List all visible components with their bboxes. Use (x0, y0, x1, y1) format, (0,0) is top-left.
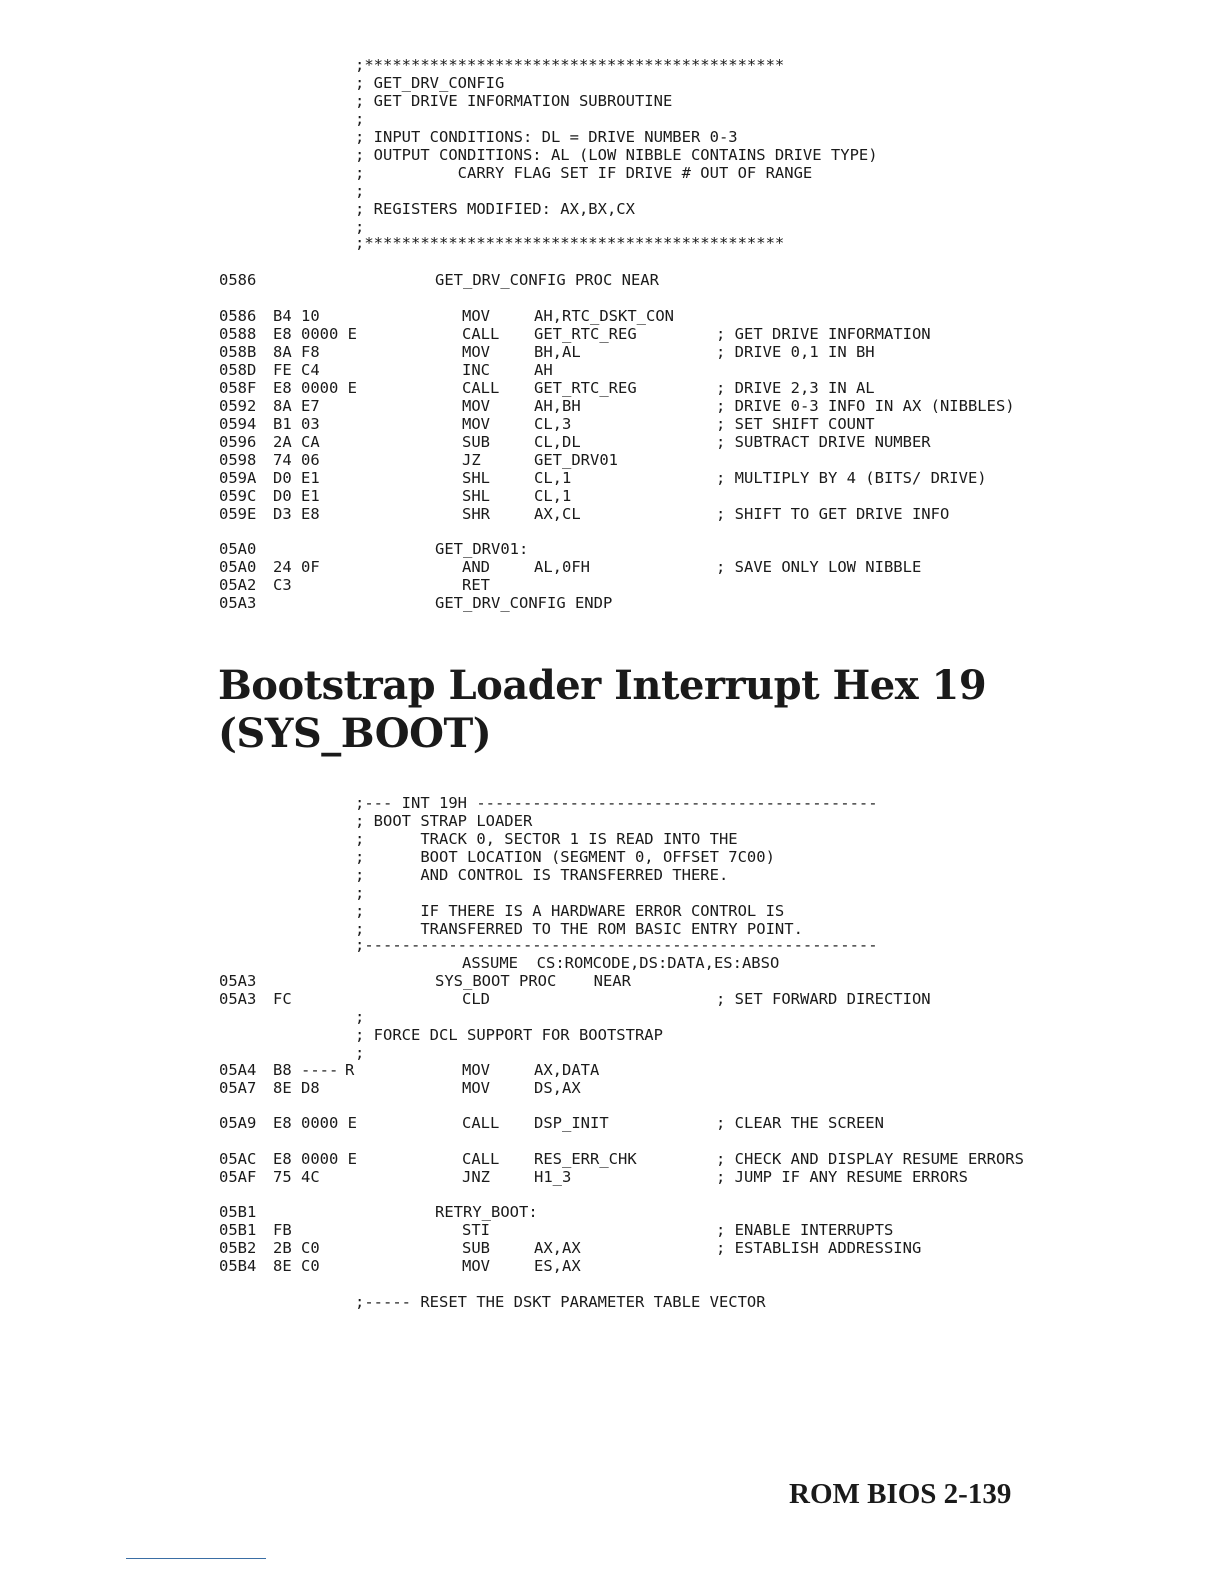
code-field: SHL (462, 469, 490, 487)
code-field: ; SAVE ONLY LOW NIBBLE (716, 558, 922, 576)
code-field: CL,3 (534, 415, 572, 433)
code-field: CLD (462, 990, 490, 1008)
code-field: ; BOOT LOCATION (SEGMENT 0, OFFSET 7C00) (355, 848, 775, 866)
code-field: MOV (462, 397, 490, 415)
code-field: E8 0000 E (273, 1150, 357, 1168)
code-field: ; GET_DRV_CONFIG (355, 74, 505, 92)
code-field: MOV (462, 1061, 490, 1079)
code-field: ; AND CONTROL IS TRANSFERRED THERE. (355, 866, 729, 884)
code-field: RET (462, 576, 490, 594)
code-field: 0598 (219, 451, 257, 469)
code-field: 059C (219, 487, 257, 505)
code-field: JZ (462, 451, 481, 469)
code-field: 05A3 (219, 594, 257, 612)
footer-rule (126, 1558, 266, 1559)
code-field: ; BOOT STRAP LOADER (355, 812, 533, 830)
code-field: DSP_INIT (534, 1114, 609, 1132)
code-field: 2A CA (273, 433, 320, 451)
code-field: R (345, 1061, 355, 1079)
code-field: MOV (462, 307, 490, 325)
code-field: MOV (462, 343, 490, 361)
code-field: ; (355, 218, 365, 236)
code-field: 05A3 (219, 972, 257, 990)
code-field: AH (534, 361, 553, 379)
code-line (0, 594, 613, 666)
code-field: ; JUMP IF ANY RESUME ERRORS (716, 1168, 968, 1186)
code-field: 0594 (219, 415, 257, 433)
code-field: FC (273, 990, 292, 1008)
code-field: RES_ERR_CHK (534, 1150, 637, 1168)
code-field: SUB (462, 433, 490, 451)
code-field: ;------------------------------------------------------- (355, 936, 878, 954)
code-field: ; (355, 1008, 365, 1026)
code-field: 0586 (219, 271, 257, 289)
code-field: RETRY_BOOT: (435, 1203, 538, 1221)
code-field: AH,RTC_DSKT_CON (534, 307, 674, 325)
code-field: 058B (219, 343, 257, 361)
code-field: DS,AX (534, 1079, 581, 1097)
code-field: ; DRIVE 0,1 IN BH (716, 343, 875, 361)
code-field: STI (462, 1221, 490, 1239)
code-field: ; (355, 182, 365, 200)
code-field: 0592 (219, 397, 257, 415)
code-field: ; GET DRIVE INFORMATION (716, 325, 931, 343)
code-field: JNZ (462, 1168, 490, 1186)
code-field: ; INPUT CONDITIONS: DL = DRIVE NUMBER 0-3 (355, 128, 738, 146)
code-field: 05A4 (219, 1061, 257, 1079)
code-field: MOV (462, 1257, 490, 1275)
code-field: AH,BH (534, 397, 581, 415)
code-field: GET_RTC_REG (534, 325, 637, 343)
code-field: CL,1 (534, 469, 572, 487)
code-field: GET_RTC_REG (534, 379, 637, 397)
code-field: E8 0000 E (273, 1114, 357, 1132)
code-field: ; ESTABLISH ADDRESSING (716, 1239, 922, 1257)
code-field: 8E D8 (273, 1079, 320, 1097)
code-field: 058F (219, 379, 257, 397)
code-field: 24 0F (273, 558, 320, 576)
code-field: CL,1 (534, 487, 572, 505)
code-field: ES,AX (534, 1257, 581, 1275)
code-field: ; DRIVE 2,3 IN AL (716, 379, 875, 397)
code-field: INC (462, 361, 490, 379)
code-field: 05AC (219, 1150, 257, 1168)
code-field: AX,DATA (534, 1061, 600, 1079)
code-field: 05A2 (219, 576, 257, 594)
code-field: 05B2 (219, 1239, 257, 1257)
code-field: ; CHECK AND DISPLAY RESUME ERRORS (716, 1150, 1024, 1168)
code-field: AX,AX (534, 1239, 581, 1257)
code-field: 05A0 (219, 540, 257, 558)
code-field: CALL (462, 379, 500, 397)
code-field: AL,0FH (534, 558, 590, 576)
code-field: E8 0000 E (273, 379, 357, 397)
code-field: GET_DRV_CONFIG PROC NEAR (435, 271, 659, 289)
code-field: CL,DL (534, 433, 581, 451)
code-field: D3 E8 (273, 505, 320, 523)
code-field: ; IF THERE IS A HARDWARE ERROR CONTROL IS (355, 902, 785, 920)
code-field: 059E (219, 505, 257, 523)
section-heading (218, 662, 986, 758)
code-field: 75 4C (273, 1168, 320, 1186)
code-field: ; SHIFT TO GET DRIVE INFO (716, 505, 950, 523)
code-field: 8A F8 (273, 343, 320, 361)
code-field: E8 0000 E (273, 325, 357, 343)
code-field: 0588 (219, 325, 257, 343)
code-field: GET_DRV_CONFIG ENDP (435, 594, 613, 612)
code-field: ; OUTPUT CONDITIONS: AL (LOW NIBBLE CONTAINS DRIVE TYPE) (355, 146, 878, 164)
code-field: ASSUME CS:ROMCODE,DS:DATA,ES:ABSO (462, 954, 780, 972)
code-field: ; GET DRIVE INFORMATION SUBROUTINE (355, 92, 673, 110)
code-field: CALL (462, 1114, 500, 1132)
code-field: ; DRIVE 0-3 INFO IN AX (NIBBLES) (716, 397, 1015, 415)
code-field: ; REGISTERS MODIFIED: AX,BX,CX (355, 200, 635, 218)
code-field: ;********************************************* (355, 234, 785, 252)
code-field: 8E C0 (273, 1257, 320, 1275)
code-field: 058D (219, 361, 257, 379)
page-footer: ROM BIOS 2-139 (789, 1478, 1012, 1510)
code-field: 2B C0 (273, 1239, 320, 1257)
code-field: ; (355, 110, 365, 128)
code-field: 05A0 (219, 558, 257, 576)
code-field: ;********************************************* (355, 56, 785, 74)
code-field: 0586 (219, 307, 257, 325)
code-field: ; TRANSFERRED TO THE ROM BASIC ENTRY POINT. (355, 920, 803, 938)
code-field: ; SET SHIFT COUNT (716, 415, 875, 433)
code-field: ; (355, 884, 365, 902)
code-field: 05A3 (219, 990, 257, 1008)
code-field: ; SUBTRACT DRIVE NUMBER (716, 433, 931, 451)
code-field: C3 (273, 576, 292, 594)
code-field: B4 10 (273, 307, 320, 325)
code-field: GET_DRV01 (534, 451, 618, 469)
code-field: 05B1 (219, 1203, 257, 1221)
code-field: FB (273, 1221, 292, 1239)
code-field: B1 03 (273, 415, 320, 433)
code-field: 74 06 (273, 451, 320, 469)
code-field: CALL (462, 1150, 500, 1168)
code-field: CALL (462, 325, 500, 343)
code-field: ; CARRY FLAG SET IF DRIVE # OUT OF RANGE (355, 164, 813, 182)
code-field: ;--- INT 19H ------------------------------------------- (355, 794, 878, 812)
code-field: 059A (219, 469, 257, 487)
code-field: ; (355, 1044, 365, 1062)
heading-line-1: Bootstrap Loader Interrupt Hex 19 (218, 662, 987, 709)
code-field: SYS_BOOT PROC NEAR (435, 972, 631, 990)
code-field: AX,CL (534, 505, 581, 523)
code-field: ; FORCE DCL SUPPORT FOR BOOTSTRAP (355, 1026, 663, 1044)
code-field: 05AF (219, 1168, 257, 1186)
code-field: BH,AL (534, 343, 581, 361)
code-field: MOV (462, 1079, 490, 1097)
code-field: H1_3 (534, 1168, 572, 1186)
code-field: 05B4 (219, 1257, 257, 1275)
code-field: 0596 (219, 433, 257, 451)
code-field: ; TRACK 0, SECTOR 1 IS READ INTO THE (355, 830, 738, 848)
code-field: D0 E1 (273, 469, 320, 487)
code-field: SHL (462, 487, 490, 505)
code-field: SUB (462, 1239, 490, 1257)
code-field: ; CLEAR THE SCREEN (716, 1114, 884, 1132)
code-field: SHR (462, 505, 490, 523)
code-field: 05A7 (219, 1079, 257, 1097)
code-field: GET_DRV01: (435, 540, 529, 558)
code-field: ; SET FORWARD DIRECTION (716, 990, 931, 1008)
code-field: B8 ---- (273, 1061, 339, 1079)
code-field: AND (462, 558, 490, 576)
heading-line-2: (SYS_BOOT) (218, 710, 492, 757)
code-field: D0 E1 (273, 487, 320, 505)
code-field: MOV (462, 415, 490, 433)
code-field: ;----- RESET THE DSKT PARAMETER TABLE VECTOR (355, 1293, 766, 1311)
code-field: 05B1 (219, 1221, 257, 1239)
code-field: 8A E7 (273, 397, 320, 415)
code-field: 05A9 (219, 1114, 257, 1132)
code-field: ; MULTIPLY BY 4 (BITS/ DRIVE) (716, 469, 987, 487)
code-field: FE C4 (273, 361, 320, 379)
code-field: ; ENABLE INTERRUPTS (716, 1221, 894, 1239)
